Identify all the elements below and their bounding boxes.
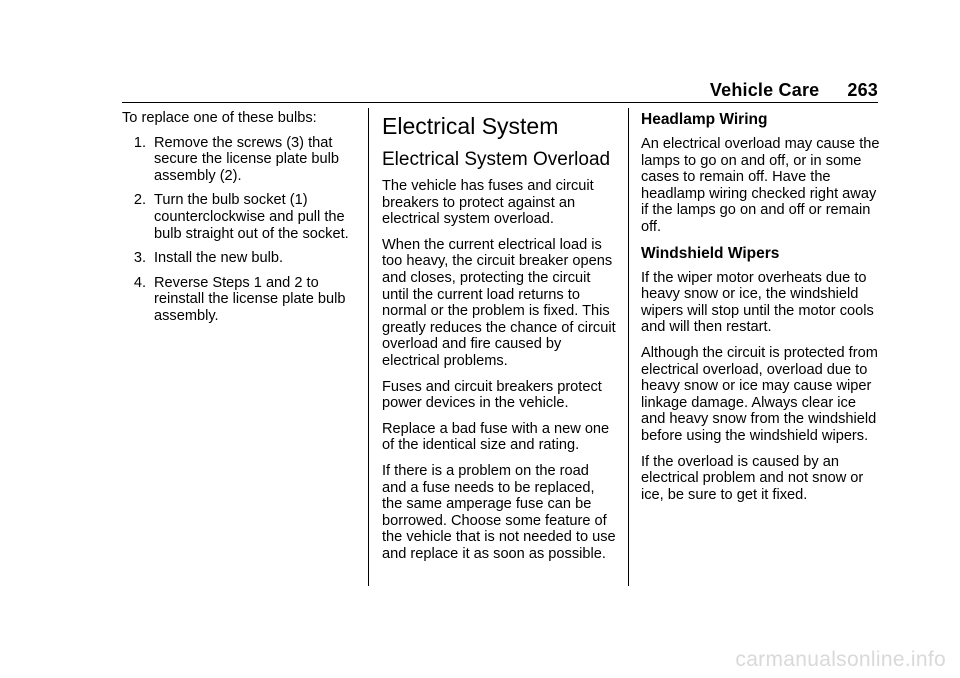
paragraph: Fuses and circuit breakers protect power devices in the vehicle. (382, 378, 602, 412)
step-number: 4. (133, 274, 146, 291)
step-number: 2. (133, 192, 146, 209)
section-heading: Electrical System (382, 113, 559, 139)
step-number: 3. (133, 250, 146, 267)
step-text: Remove the screws (3) that secure the license plate bulb assembly (2). (154, 134, 339, 184)
step-number: 1. (133, 134, 146, 151)
paragraph: If there is a problem on the road and a fuse needs to be replaced, the same amperage fuse can be borrowed. Choose some feature of the vehicle that is not needed to use and replace it as soon as possible. (382, 462, 616, 562)
list-item (122, 275, 358, 325)
windshield-wipers-heading: Windshield Wipers (641, 244, 780, 262)
page-header (710, 80, 878, 101)
paragraph: An electrical overload may cause the lamps to go on and off, or in some cases to remain off. Have the headlamp wiring checked right away if the lamps go on and off or remain off. (641, 136, 880, 235)
paragraph: Replace a bad fuse with a new one of the identical size and rating. (382, 420, 610, 454)
paragraph: When the current electrical load is too heavy, the circuit breaker opens and closes, protecting the circuit until the current load returns to normal or the problem is fixed. This greatly reduces the chance of circuit overload and fire caused by electrical problems. (382, 236, 616, 369)
list-item (122, 135, 358, 185)
section-title: Vehicle Care (709, 80, 820, 100)
paragraph: Although the circuit is protected from electrical overload, overload due to heavy snow or ice may cause wiper linkage damage. Always clear ice and heavy snow from the windshield before using the windshield wipers. (641, 344, 878, 444)
column-divider (368, 108, 369, 586)
page-number: 263 (847, 80, 878, 100)
column-bulb-replacement (122, 108, 358, 333)
paragraph: If the wiper motor overheats due to heavy snow or ice, the windshield wipers will stop until the motor cools and will then restart. (641, 269, 874, 336)
column-wiring-wipers (641, 108, 881, 512)
subsection-heading: Electrical System Overload (382, 149, 611, 170)
paragraph: The vehicle has fuses and circuit breakers to protect against an electrical system overload. (382, 178, 594, 228)
column-electrical-system (382, 108, 616, 571)
header-divider (122, 102, 878, 103)
step-text: Turn the bulb socket (1) counterclockwise and pull the bulb straight out of the socket. (154, 192, 349, 242)
step-text: Reverse Steps 1 and 2 to reinstall the license plate bulb assembly. (154, 274, 346, 324)
intro-text: To replace one of these bulbs: (122, 110, 317, 126)
headlamp-wiring-heading: Headlamp Wiring (641, 111, 768, 128)
paragraph: If the overload is caused by an electrical problem and not snow or ice, be sure to get it fixed. (641, 453, 864, 503)
column-divider (628, 108, 629, 586)
watermark: carmanualsonline.info (735, 648, 946, 671)
steps-list (122, 135, 358, 325)
list-item (122, 192, 358, 242)
list-item (122, 250, 358, 267)
step-text: Install the new bulb. (154, 250, 283, 267)
